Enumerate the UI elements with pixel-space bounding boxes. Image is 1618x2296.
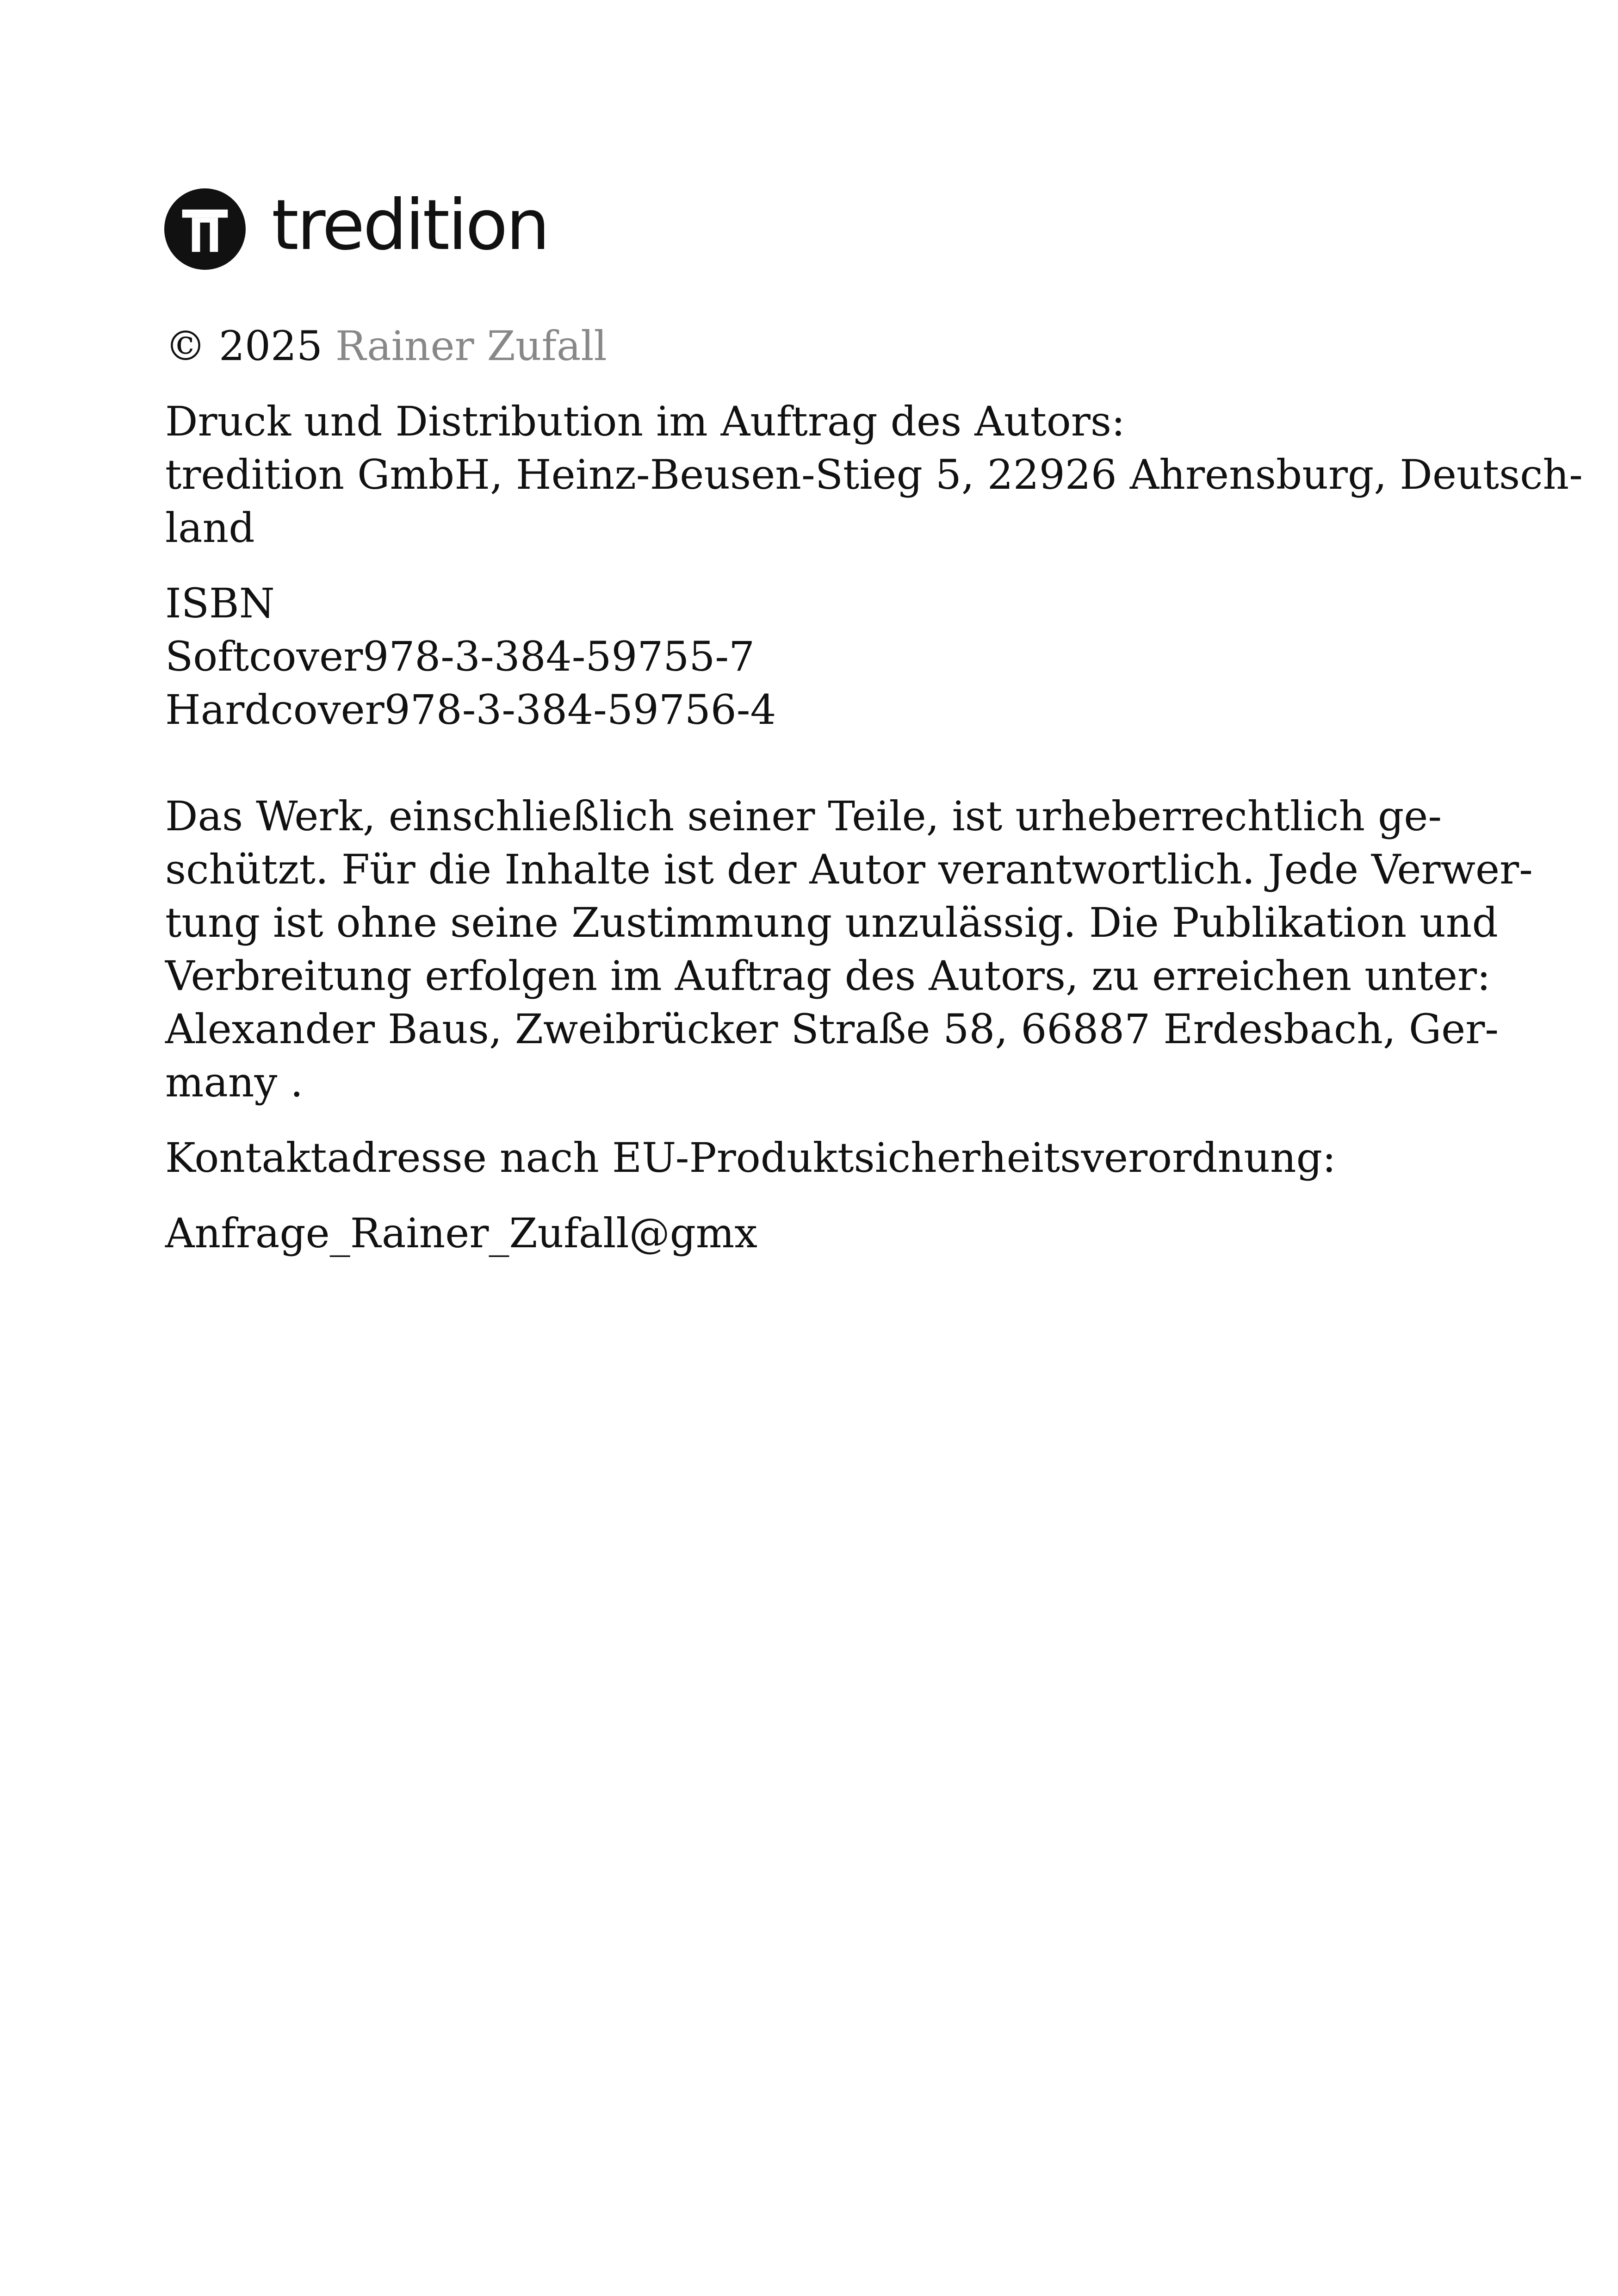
copyright-line <box>165 319 1438 373</box>
isbn-label: ISBN <box>165 579 275 627</box>
rights-line: Das Werk, einschließlich seiner Teile, ist urheberrechtlich ge- <box>165 792 1442 840</box>
contact-value: Anfrage_Rainer_Zufall@gmx <box>165 1209 757 1257</box>
copyright-author: Rainer Zufall <box>335 322 607 370</box>
rights-paragraph <box>165 790 1533 1109</box>
rights-line: tung ist ohne seine Zustimmung unzulässig. Die Publikation und <box>165 899 1498 946</box>
tredition-logo-icon <box>164 188 246 270</box>
rights-line: many . <box>165 1058 304 1106</box>
print-distribution <box>165 395 1583 554</box>
rights-line: Alexander Baus, Zweibrücker Straße 58, 66887 Erdesbach, Ger- <box>165 1005 1499 1053</box>
isbn-softcover: Softcover978-3-384-59755-7 <box>165 633 755 680</box>
publisher-logo-text: tredition <box>272 185 548 266</box>
publisher-logo <box>164 187 548 271</box>
isbn-block <box>165 577 1438 736</box>
rights-line: schützt. Für die Inhalte ist der Autor verantwortlich. Jede Verwer- <box>165 846 1533 893</box>
rights-line: Verbreitung erfolgen im Auftrag des Autors, zu erreichen unter: <box>165 952 1491 1000</box>
print-line-2: tredition GmbH, Heinz-Beusen-Stieg 5, 22926 Ahrensburg, Deutsch- <box>165 451 1583 498</box>
print-line-3: land <box>165 504 255 552</box>
isbn-hardcover: Hardcover978-3-384-59756-4 <box>165 686 776 734</box>
print-line-1: Druck und Distribution im Auftrag des Autors: <box>165 398 1125 445</box>
contact-label: Kontaktadresse nach EU-Produktsicherheitsverordnung: <box>165 1134 1336 1182</box>
copyright-year: © 2025 <box>165 322 322 370</box>
imprint-content <box>165 319 1583 1260</box>
